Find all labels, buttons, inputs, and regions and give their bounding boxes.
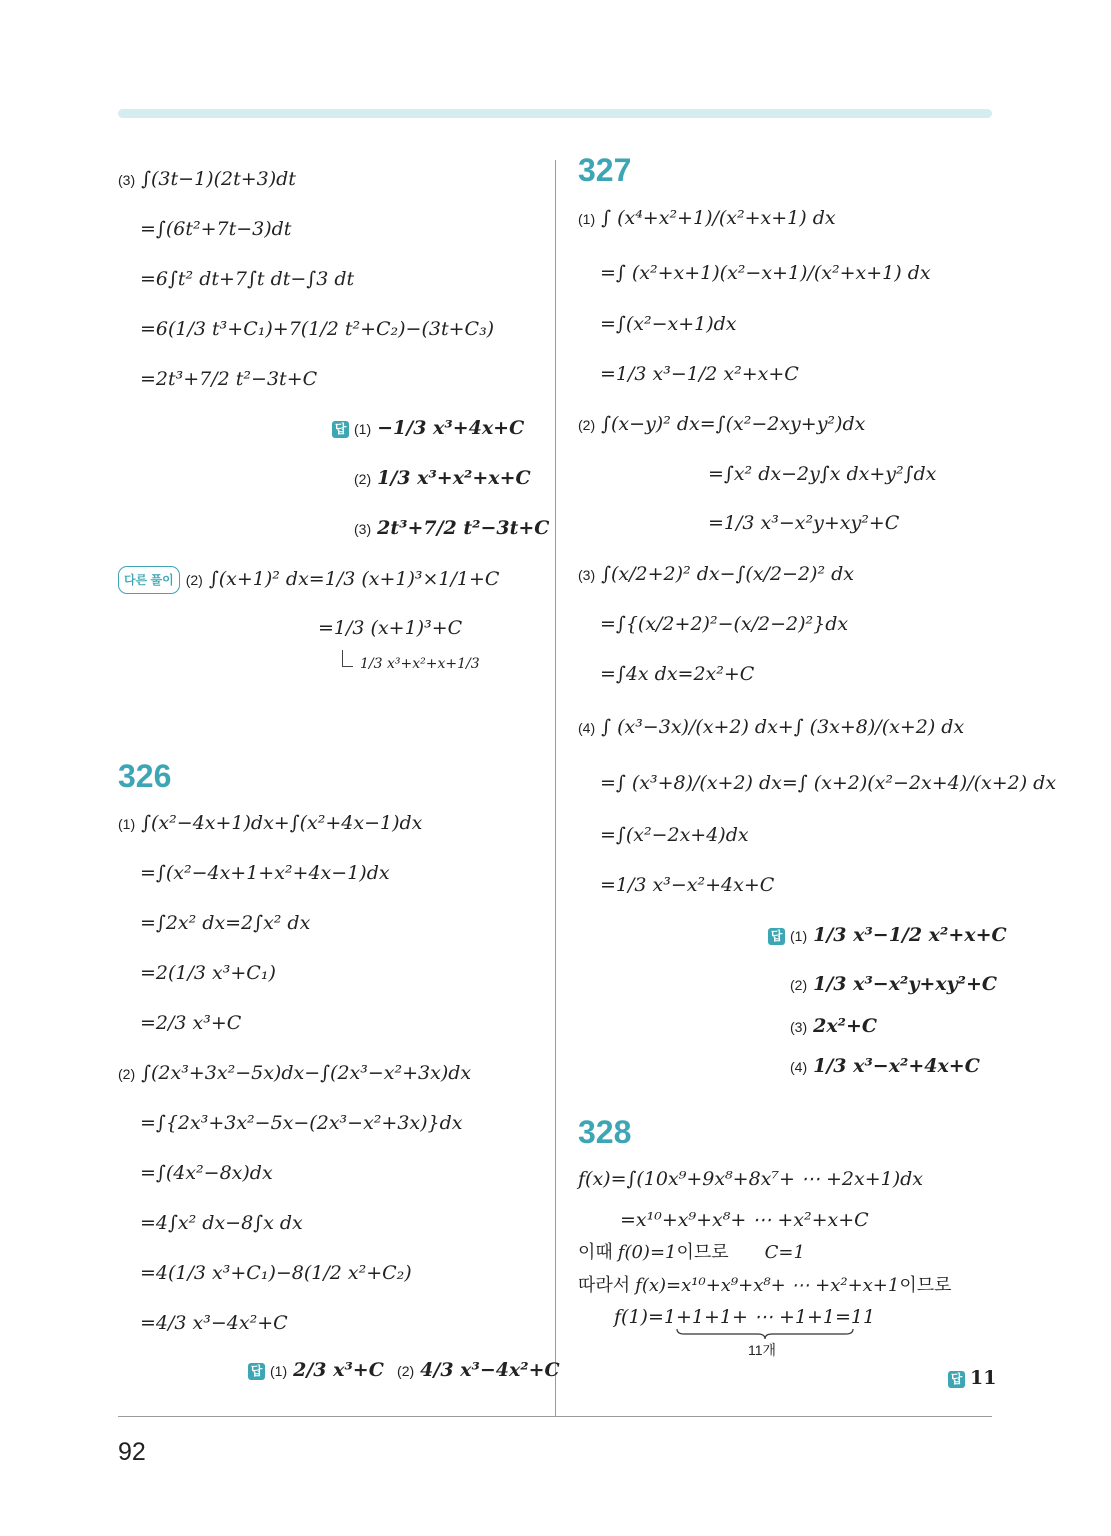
solution-line: (2) ∫(x−y)² dx=∫(x²−2xy+y²)dx [578, 413, 866, 435]
solution-line: =2t³+7/2 t²−3t+C [140, 368, 318, 390]
solution-line: =∫(6t²+7t−3)dt [140, 218, 292, 240]
solution-line: (1) ∫ (x⁴+x²+1)/(x²+x+1) dx [578, 207, 836, 229]
alternate-solution-badge: 다른 풀이 [118, 566, 180, 594]
solution-line: =∫ (x³+8)/(x+2) dx=∫ (x+2)(x²−2x+4)/(x+2) dx [600, 772, 1057, 794]
solution-line: =∫(x²−2x+4)dx [600, 824, 749, 846]
solution-line: =∫(4x²−8x)dx [140, 1162, 273, 1184]
answer-badge: 답 [768, 928, 785, 945]
solution-line: =4∫x² dx−8∫x dx [140, 1212, 303, 1234]
solution-line: =6(1/3 t³+C₁)+7(1/2 t²+C₂)−(3t+C₃) [140, 318, 495, 340]
solution-line: =∫x² dx−2y∫x dx+y²∫dx [708, 463, 937, 485]
solution-line: =1/3 x³−x²+4x+C [600, 874, 775, 896]
solution-line: =∫2x² dx=2∫x² dx [140, 912, 311, 934]
solution-line: 따라서 f(x)=x¹⁰+x⁹+x⁸+ ⋯ +x²+x+1이므로 [578, 1275, 952, 1296]
answer-line: 답 11 [948, 1366, 996, 1390]
solution-line: =6∫t² dt+7∫t dt−∫3 dt [140, 268, 355, 290]
problem-number: 327 [578, 152, 632, 188]
solution-line: (3) ∫(3t−1)(2t+3)dt [118, 168, 296, 190]
solution-line: =x¹⁰+x⁹+x⁸+ ⋯ +x²+x+C [620, 1209, 869, 1231]
answer-line: (2) 1/3 x³−x²y+xy²+C [790, 973, 998, 995]
solution-line: (4) ∫ (x³−3x)/(x+2) dx+∫ (3x+8)/(x+2) dx [578, 716, 965, 738]
underbrace [676, 1328, 854, 1340]
column-divider [555, 160, 556, 1416]
solution-line: =1/3 x³−1/2 x²+x+C [600, 363, 799, 385]
solution-line: f(x)=∫(10x⁹+9x⁸+8x⁷+ ⋯ +2x+1)dx [578, 1168, 924, 1190]
page-number: 92 [118, 1438, 146, 1466]
answer-line: 답 (1) 1/3 x³−1/2 x²+x+C [768, 923, 1007, 948]
solution-line: =1/3 x³−x²y+xy²+C [708, 512, 900, 534]
solution-line: =∫{(x/2+2)²−(x/2−2)²}dx [600, 613, 849, 635]
solution-line: =∫(x²−x+1)dx [600, 313, 737, 335]
problem-number: 328 [578, 1114, 632, 1150]
answer-line: (3) 2x²+C [790, 1015, 878, 1037]
solution-line: f(1)=1+1+1+ ⋯ +1+1=11 [614, 1306, 876, 1328]
expansion-bracket [342, 650, 353, 667]
answer-badge: 답 [948, 1371, 965, 1388]
answer-line: (2) 1/3 x³+x²+x+C [354, 467, 531, 489]
alternate-solution-line: =1/3 (x+1)³+C [318, 617, 463, 639]
solution-line: =2/3 x³+C [140, 1012, 242, 1034]
solution-line: =∫4x dx=2x²+C [600, 663, 755, 685]
solution-line: =∫(x²−4x+1+x²+4x−1)dx [140, 862, 390, 884]
solution-line: =∫{2x³+3x²−5x−(2x³−x²+3x)}dx [140, 1112, 463, 1134]
alternate-solution-line: 다른 풀이 (2) ∫(x+1)² dx=1/3 (x+1)³×1/1+C [118, 566, 499, 594]
problem-number: 326 [118, 758, 172, 794]
answer-line: (3) 2t³+7/2 t²−3t+C [354, 517, 550, 539]
answer-line: (4) 1/3 x³−x²+4x+C [790, 1055, 980, 1077]
footer-rule [118, 1416, 992, 1417]
solution-line: =4/3 x³−4x²+C [140, 1312, 288, 1334]
solution-line: (2) ∫(2x³+3x²−5x)dx−∫(2x³−x²+3x)dx [118, 1062, 472, 1084]
answer-badge: 답 [332, 421, 349, 438]
solution-line: (3) ∫(x/2+2)² dx−∫(x/2−2)² dx [578, 563, 854, 585]
solution-line: 이때 f(0)=1이므로 C=1 [578, 1242, 805, 1263]
answer-line: 답 (1) −1/3 x³+4x+C [332, 416, 524, 441]
top-decoration-bar [118, 109, 992, 118]
solution-line: =4(1/3 x³+C₁)−8(1/2 x²+C₂) [140, 1262, 412, 1284]
underbrace-label: 11개 [748, 1342, 777, 1358]
solution-line: =∫ (x²+x+1)(x²−x+1)/(x²+x+1) dx [600, 262, 931, 284]
solution-line: (1) ∫(x²−4x+1)dx+∫(x²+4x−1)dx [118, 812, 423, 834]
answer-badge: 답 [248, 1363, 265, 1380]
expansion-note: 1/3 x³+x²+x+1/3 [360, 656, 480, 672]
solution-line: =2(1/3 x³+C₁) [140, 962, 276, 984]
answer-line: 답 (1) 2/3 x³+C (2) 4/3 x³−4x²+C [248, 1358, 560, 1383]
